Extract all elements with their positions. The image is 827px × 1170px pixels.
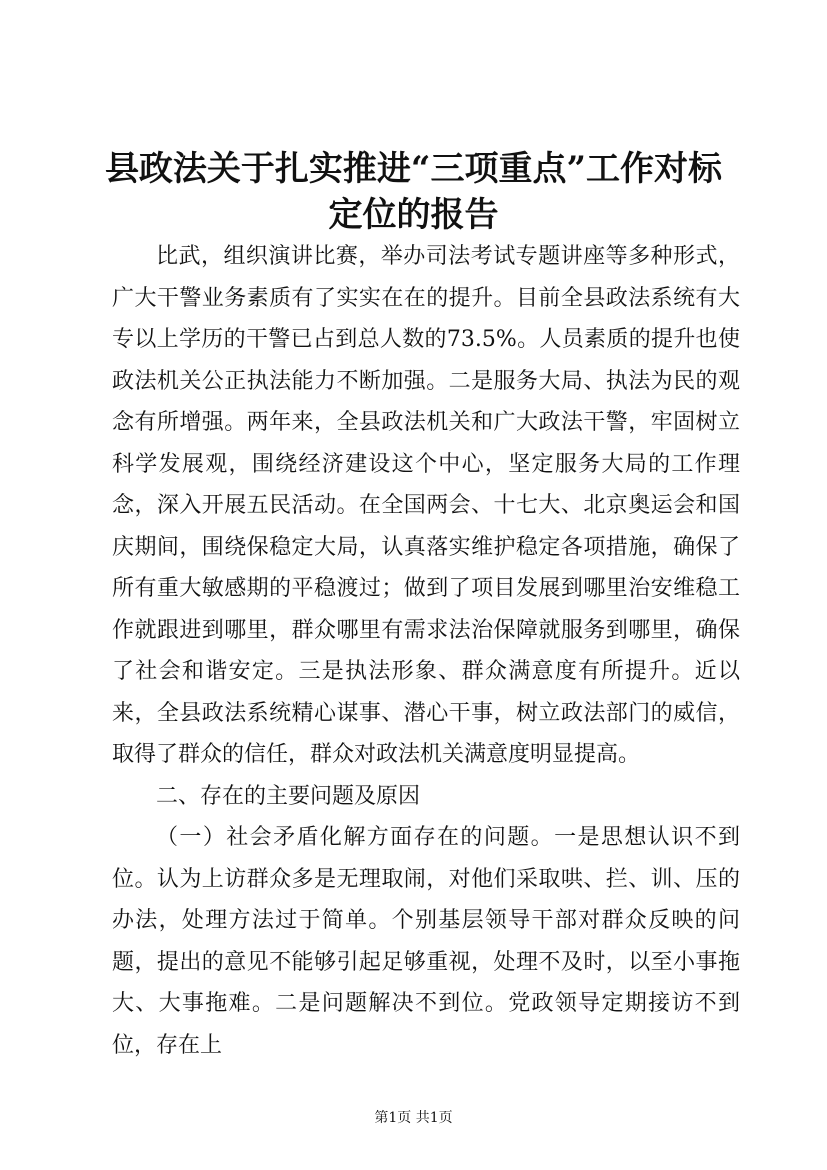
document-body: [112, 236, 740, 1066]
page-footer: 第1页 共1页: [374, 1110, 453, 1126]
paragraph-problems: （一）社会矛盾化解方面存在的问题。一是思想认识不到位。认为上访群众多是无理取闹，对他们采取哄、拦、训、压的办法，处理方法过于简单。个别基层领导干部对群众反映的问题，提出的意见不能够引起足够重视，处理不及时，以至小事拖大、大事拖难。二是问题解决不到位。党政领导定期接访不到位，存在上: [112, 825, 740, 1058]
paragraph-achievements: 比武，组织演讲比赛，举办司法考试专题讲座等多种形式，广大干警业务素质有了实实在在的提升。目前全县政法系统有大专以上学历的干警已占到总人数的73.5%。人员素质的提升也使政法机关公正执法能力不断加强。二是服务大局、执法为民的观念有所增强。两年来，全县政法机关和广大政法干警，牢固树立科学发展观，围绕经济建设这个中心，坚定服务大局的工作理念，深入开展五民活动。在全国两会、十七大、北京奥运会和国庆期间，围绕保稳定大局，认真落实维护稳定各项措施，确保了所有重大敏感期的平稳渡过；做到了项目发展到哪里治安维稳工作就跟进到哪里，群众哪里有需求法治保障就服务到哪里，确保了社会和谐安定。三是执法形象、群众满意度有所提升。近以来，全县政法系统精心谋事、潜心干事，树立政法部门的威信，取得了群众的信任，群众对政法机关满意度明显提高。: [112, 244, 740, 767]
section-heading-problems: 二、存在的主要问题及原因: [156, 783, 421, 809]
document-title: 县政法关于扎实推进“三项重点”工作对标定位的报告: [104, 149, 723, 235]
